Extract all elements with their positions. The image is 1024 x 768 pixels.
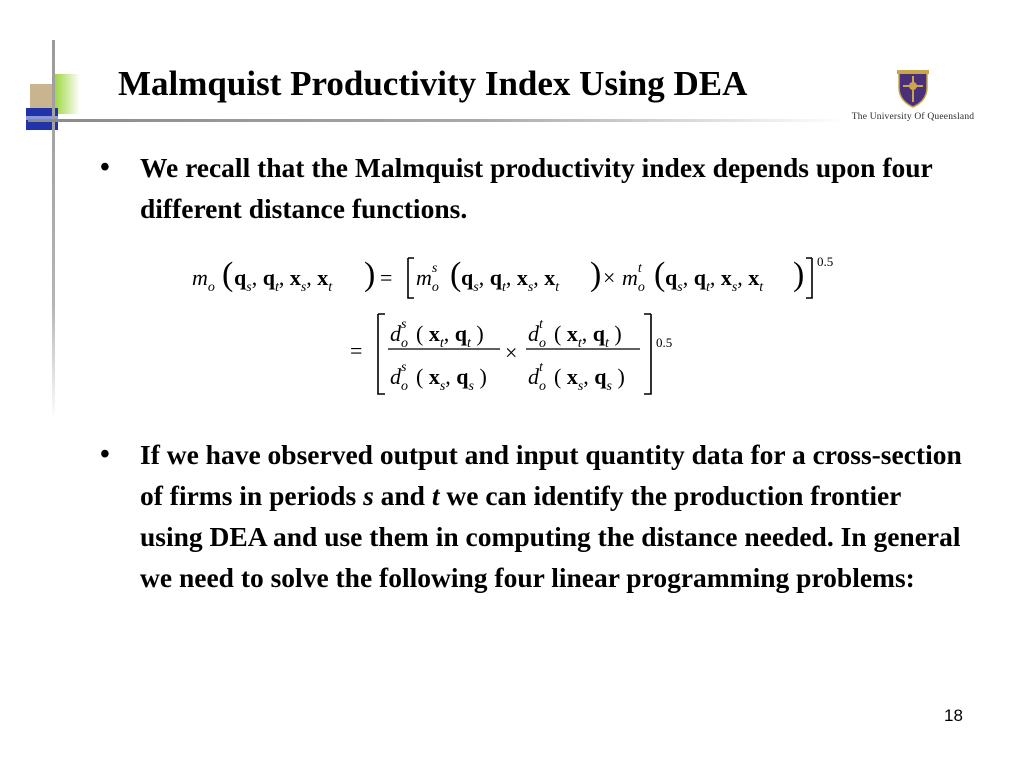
var-s: s xyxy=(363,480,374,511)
eq1-args: $q_s$, $q_t$, $x_s$, $x_t$ xyxy=(234,265,333,295)
m-t-args: $q_s$, $q_t$, $x_s$, $x_t$ xyxy=(665,265,764,295)
d-t-den: $d_ot$ xyxy=(528,360,546,394)
exponent-2: 0.5 xyxy=(656,335,673,350)
bracket-right-2 xyxy=(644,314,651,394)
d-s-num: $d_os$ xyxy=(390,317,408,351)
times-sign-2: × xyxy=(505,340,518,365)
slide-title: Malmquist Productivity Index Using DEA xyxy=(118,64,748,103)
paren: ( xyxy=(450,256,462,293)
bullet-marker: • xyxy=(100,439,110,470)
times-sign: × xyxy=(603,265,616,290)
d-t-num-args: ( $x_t$, $q_t$ ) xyxy=(554,321,622,351)
bracket-left-2 xyxy=(378,314,385,394)
m-t: $m_ot$ xyxy=(622,261,645,295)
paren: ) xyxy=(590,256,602,293)
logo-text: The University Of Queensland xyxy=(851,112,975,122)
paren: ) xyxy=(793,256,805,293)
eq1-text: $m_o$ xyxy=(192,265,215,295)
bracket-left xyxy=(408,258,414,298)
bullet-2 xyxy=(100,434,980,598)
bullet-2-part3: we can identify the production frontier using DEA and use them in computing the distance needed. In general we need to solve the following four linear programming problems: xyxy=(140,480,961,593)
var-t: t xyxy=(431,480,440,511)
bullet-2-text xyxy=(140,434,970,598)
paren: ) xyxy=(364,256,376,293)
d-s-num-args: ( $x_t$, $q_t$ ) xyxy=(416,321,484,351)
bullet-2-part1: If we have observed output and input quantity data for a cross-section of firms in periods xyxy=(140,439,962,511)
d-s-den: $d_os$ xyxy=(390,360,408,394)
paren: ( xyxy=(222,256,234,293)
d-s-den-args: ( $x_s$, $q_s$ ) xyxy=(416,364,487,394)
bracket-right xyxy=(806,258,812,298)
bullet-marker: • xyxy=(100,152,110,183)
equals-sign: = xyxy=(380,265,393,290)
equals-sign-2: = xyxy=(350,338,363,363)
d-t-den-args: ( $x_s$, $q_s$ ) xyxy=(554,364,625,394)
bullet-2-part2: and xyxy=(373,480,432,511)
m-s: $m_os$ xyxy=(416,261,439,295)
page-number: 18 xyxy=(944,706,963,725)
m-s-args: $q_s$, $q_t$, $x_s$, $x_t$ xyxy=(461,265,560,295)
d-t-num: $d_ot$ xyxy=(528,317,546,351)
bullet-1-text: We recall that the Malmquist productivity index depends upon four different distance functions. xyxy=(140,152,933,224)
paren: ( xyxy=(654,256,666,293)
exponent-1: 0.5 xyxy=(817,254,834,269)
